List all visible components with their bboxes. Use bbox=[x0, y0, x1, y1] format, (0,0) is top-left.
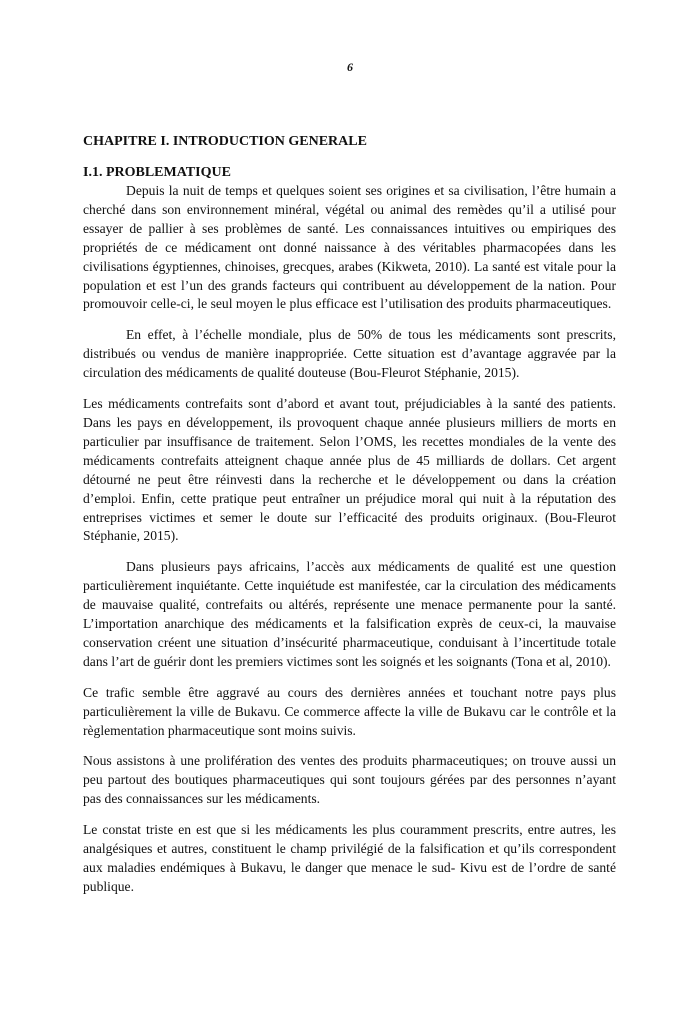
chapter-title: CHAPITRE I. INTRODUCTION GENERALE bbox=[83, 134, 367, 149]
paragraph-7: Le constat triste en est que si les médicaments les plus couramment prescrits, entre autres, les analgésiques et autres, constituent le champ privilégié de la falsification et qu’ils correspondent aux maladies endémiques à Bukavu, le danger que menace le sud- Kivu est de l’ordre de santé publique. bbox=[83, 822, 616, 894]
section-title: I.1. PROBLEMATIQUE bbox=[83, 165, 231, 180]
paragraph-5: Ce trafic semble être aggravé au cours des dernières années et touchant notre pays plus particulièrement la ville de Bukavu. Ce commerce affecte la ville de Bukavu car le contrôle et la règlementation pharmaceutique sont moins suivis. bbox=[83, 684, 616, 738]
paragraph-2: En effet, à l’échelle mondiale, plus de 50% de tous les médicaments sont prescrits, distribués ou vendus de manière inappropriée. Cette situation est d’avantage aggravée par la circulation des médicaments de qualité douteuse (Bou-Fleurot Stéphanie, 2015). bbox=[83, 327, 616, 381]
page-number: 6 bbox=[347, 60, 353, 74]
document-body bbox=[83, 132, 616, 897]
paragraph-3: Les médicaments contrefaits sont d’abord et avant tout, préjudiciables à la santé des patients. Dans les pays en développement, ils provoquent chaque année plusieurs milliers de morts en particulier par insuffisance de traitement. Selon l’OMS, les recettes mondiales de la vente des médicaments contrefaits atteignent chaque année plus de 45 milliards de dollars. Cet argent détourné ne peut être réinvesti dans la recherche et le développement ou dans la création d’emploi. Enfin, cette pratique peut entraîner un préjudice moral qui nuit à la réputation des entreprises victimes et semer le doute sur l’efficacité des produits originaux. (Bou-Fleurot Stéphanie, 2015). bbox=[83, 396, 616, 544]
paragraph-1: Depuis la nuit de temps et quelques soient ses origines et sa civilisation, l’être humain a cherché dans son environnement minéral, végétal ou animal des remèdes qu’il a utilisé pour essayer de pallier à ses problèmes de santé. Les connaissances intuitives ou empiriques des propriétés de ce médicament ont donné naissance à des véritables pharmacopées dans les civilisations égyptiennes, chinoises, grecques, arabes (Kikweta, 2010). La santé est vitale pour la population et est l’un des grands facteurs qui contribuent au développement de la nation. Pour promouvoir celle-ci, le seul moyen le plus efficace est l’utilisation des produits pharmaceutiques. bbox=[83, 183, 616, 312]
paragraph-6: Nous assistons à une prolifération des ventes des produits pharmaceutiques; on trouve aussi un peu partout des boutiques pharmaceutiques qui sont toujours gérées par des personnes n’ayant pas des connaissances sur les médicaments. bbox=[83, 753, 616, 807]
paragraph-4: Dans plusieurs pays africains, l’accès aux médicaments de qualité est une question particulièrement inquiétante. Cette inquiétude est manifestée, car la circulation des médicaments de mauvaise qualité, contrefaits ou altérés, représente une menace permanente pour la santé. L’importation anarchique des médicaments et la falsification exprès de ceux-ci, la mauvaise conservation créent une situation d’insécurité pharmaceutique, conduisant à l’incertitude totale dans l’art de guérir dont les premiers victimes sont les soignés et les soignants (Tona et al, 2010). bbox=[83, 559, 616, 669]
